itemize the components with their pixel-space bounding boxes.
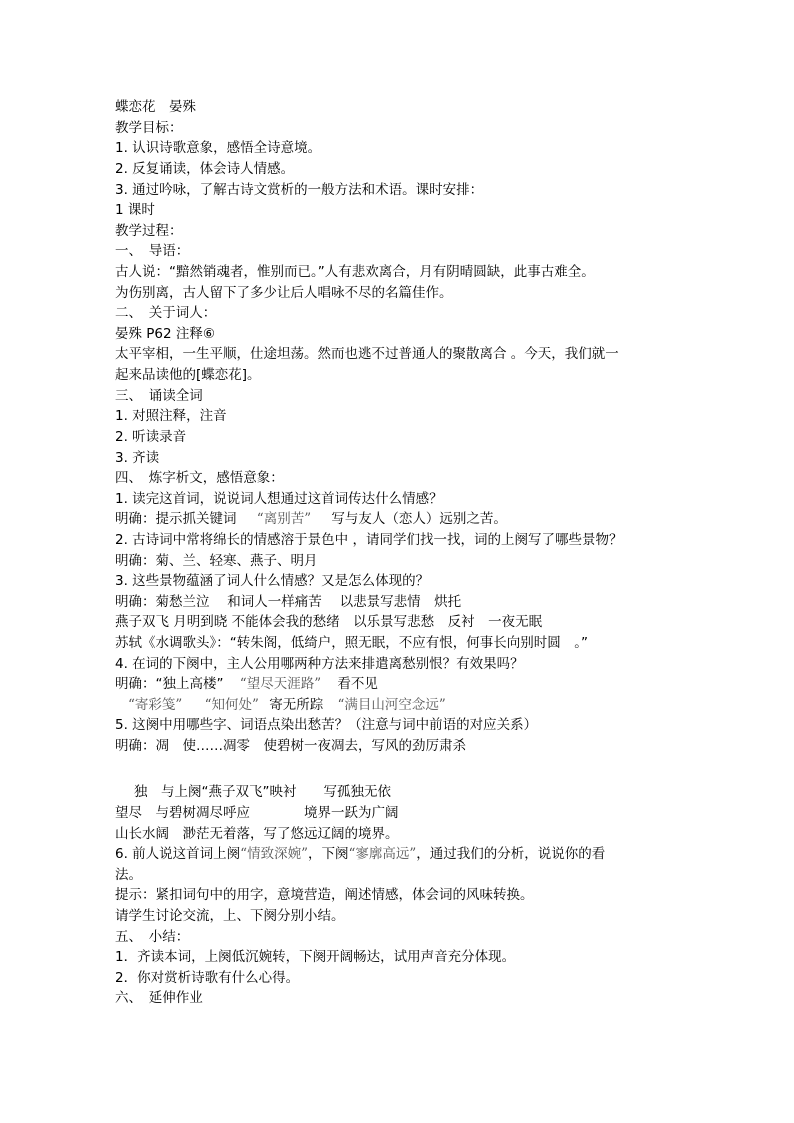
text-segment: 6. 前人说这首词上阕 [115, 846, 241, 862]
text-line: 1．齐读本词，上阕低沉婉转，下阕开阔畅达，试用声音充分体现。 [115, 949, 516, 965]
quote-segment: “知何处” [204, 697, 259, 713]
section-heading: 四、 炼字析文，感悟意象： [115, 470, 284, 486]
text-line: 1. 对照注释，注音 [115, 408, 227, 424]
text-line: 提示：紧扣词句中的用字，意境营造，阐述情感，体会词的风味转换。 [115, 887, 534, 903]
text-segment: 看不见 [337, 676, 378, 692]
text-line: 法。 [115, 867, 142, 883]
text-line: 2. 反复诵读，体会诗人情感。 [115, 161, 295, 177]
text-line: 2. 听读录音 [115, 429, 187, 445]
section-heading: 五、 小结： [115, 929, 190, 945]
text-segment: 明确：提示抓关键词 [115, 511, 237, 527]
text-line: 苏轼《水调歌头》：“转朱阁，低绮户，照无眠，不应有恨，何事长向别时圆 。” [115, 635, 588, 651]
section-heading: 六、 延伸作业 [115, 990, 203, 1006]
section-heading: 教学过程： [115, 223, 183, 239]
quote-segment: “满目山河空念远” [337, 697, 446, 713]
text-line: 明确：菊、兰、轻寒、燕子、明月 [115, 553, 318, 569]
text-line [115, 509, 685, 530]
quote-segment: “望尽天涯路” [239, 676, 322, 692]
text-line: 3. 齐读 [115, 450, 160, 466]
section-heading: 三、 诵读全词 [115, 388, 203, 404]
text-line: 3. 这些景物蕴涵了词人什么情感？又是怎么体现的？ [115, 573, 430, 589]
text-line: 4. 在词的下阕中，主人公用哪两种方法来排遣离愁别恨？有效果吗？ [115, 656, 524, 672]
text-line: 晏殊 P62 注释⑥ [115, 326, 216, 342]
section-heading: 教学目标： [115, 120, 183, 136]
text-segment: ，下阕 [307, 846, 349, 862]
text-segment: 明确：“独上高楼” [115, 676, 224, 692]
text-line: 5. 这阕中用哪些字、词语点染出愁苦？（注意与词中前语的对应关系） [115, 717, 538, 733]
quote-segment: “情致深婉” [240, 846, 308, 862]
text-line: 独 与上阕“燕子双飞”映衬 写孤独无依 [134, 784, 391, 800]
text-line: 望尽 与碧树凋尽呼应 境界一跃为广阔 [115, 805, 399, 821]
section-heading: 一、 导语： [115, 243, 190, 259]
doc-title: 蝶恋花 晏殊 [115, 99, 196, 115]
text-line: 起来品读他的[蝶恋花]。 [115, 367, 261, 383]
text-segment: 写与友人（恋人）远别之苦。 [331, 511, 507, 527]
text-segment: ，通过我们的分析，说说你的看 [416, 846, 606, 862]
text-line: 燕子双飞 月明到晓 不能体会我的愁绪 以乐景写悲愁 反衬 一夜无眠 [115, 614, 543, 630]
text-line: 1 课时 [115, 202, 155, 218]
text-line: 明确：凋 使……凋零 使碧树一夜凋去，写风的劲厉肃杀 [115, 738, 466, 754]
text-line: 1. 认识诗歌意象，感悟全诗意境。 [115, 140, 322, 156]
quote-segment: “离别苦” [256, 511, 312, 527]
text-segment: 寄无所踪 [269, 697, 324, 713]
text-line: 请学生讨论交流，上、下阕分别小结。 [115, 908, 345, 924]
text-line: 3. 通过吟咏，了解古诗文赏析的一般方法和术语。课时安排： [115, 182, 484, 198]
quote-segment: “寥廓高远” [348, 846, 417, 862]
quote-segment: “寄彩笺” [128, 697, 183, 713]
section-heading: 二、 关于词人： [115, 305, 217, 321]
text-line: 2．你对赏析诗歌有什么心得。 [115, 970, 300, 986]
text-line [115, 674, 685, 695]
text-line: 古人说：“黯然销魂者，惟别而已。”人有悲欢离合，月有阴晴圆缺，此事古难全。 [115, 264, 595, 280]
text-line [115, 844, 685, 865]
text-line: 1. 读完这首词，说说词人想通过这首词传达什么情感？ [115, 491, 443, 507]
text-line [128, 695, 698, 716]
text-line: 为伤别离，古人留下了多少让后人唱咏不尽的名篇佳作。 [115, 285, 453, 301]
text-line: 山长水阔 渺茫无着落，写了悠远辽阔的境界。 [115, 826, 399, 842]
text-line: 明确：菊愁兰泣 和词人一样痛苦 以悲景写悲情 烘托 [115, 594, 462, 610]
text-line: 2. 古诗词中常将绵长的情感溶于景色中 ，请同学们找一找，词的上阕写了哪些景物？ [115, 532, 623, 548]
text-line: 太平宰相，一生平顺，仕途坦荡。然而也逃不过普通人的聚散离合 。今天，我们就一 [115, 346, 619, 362]
